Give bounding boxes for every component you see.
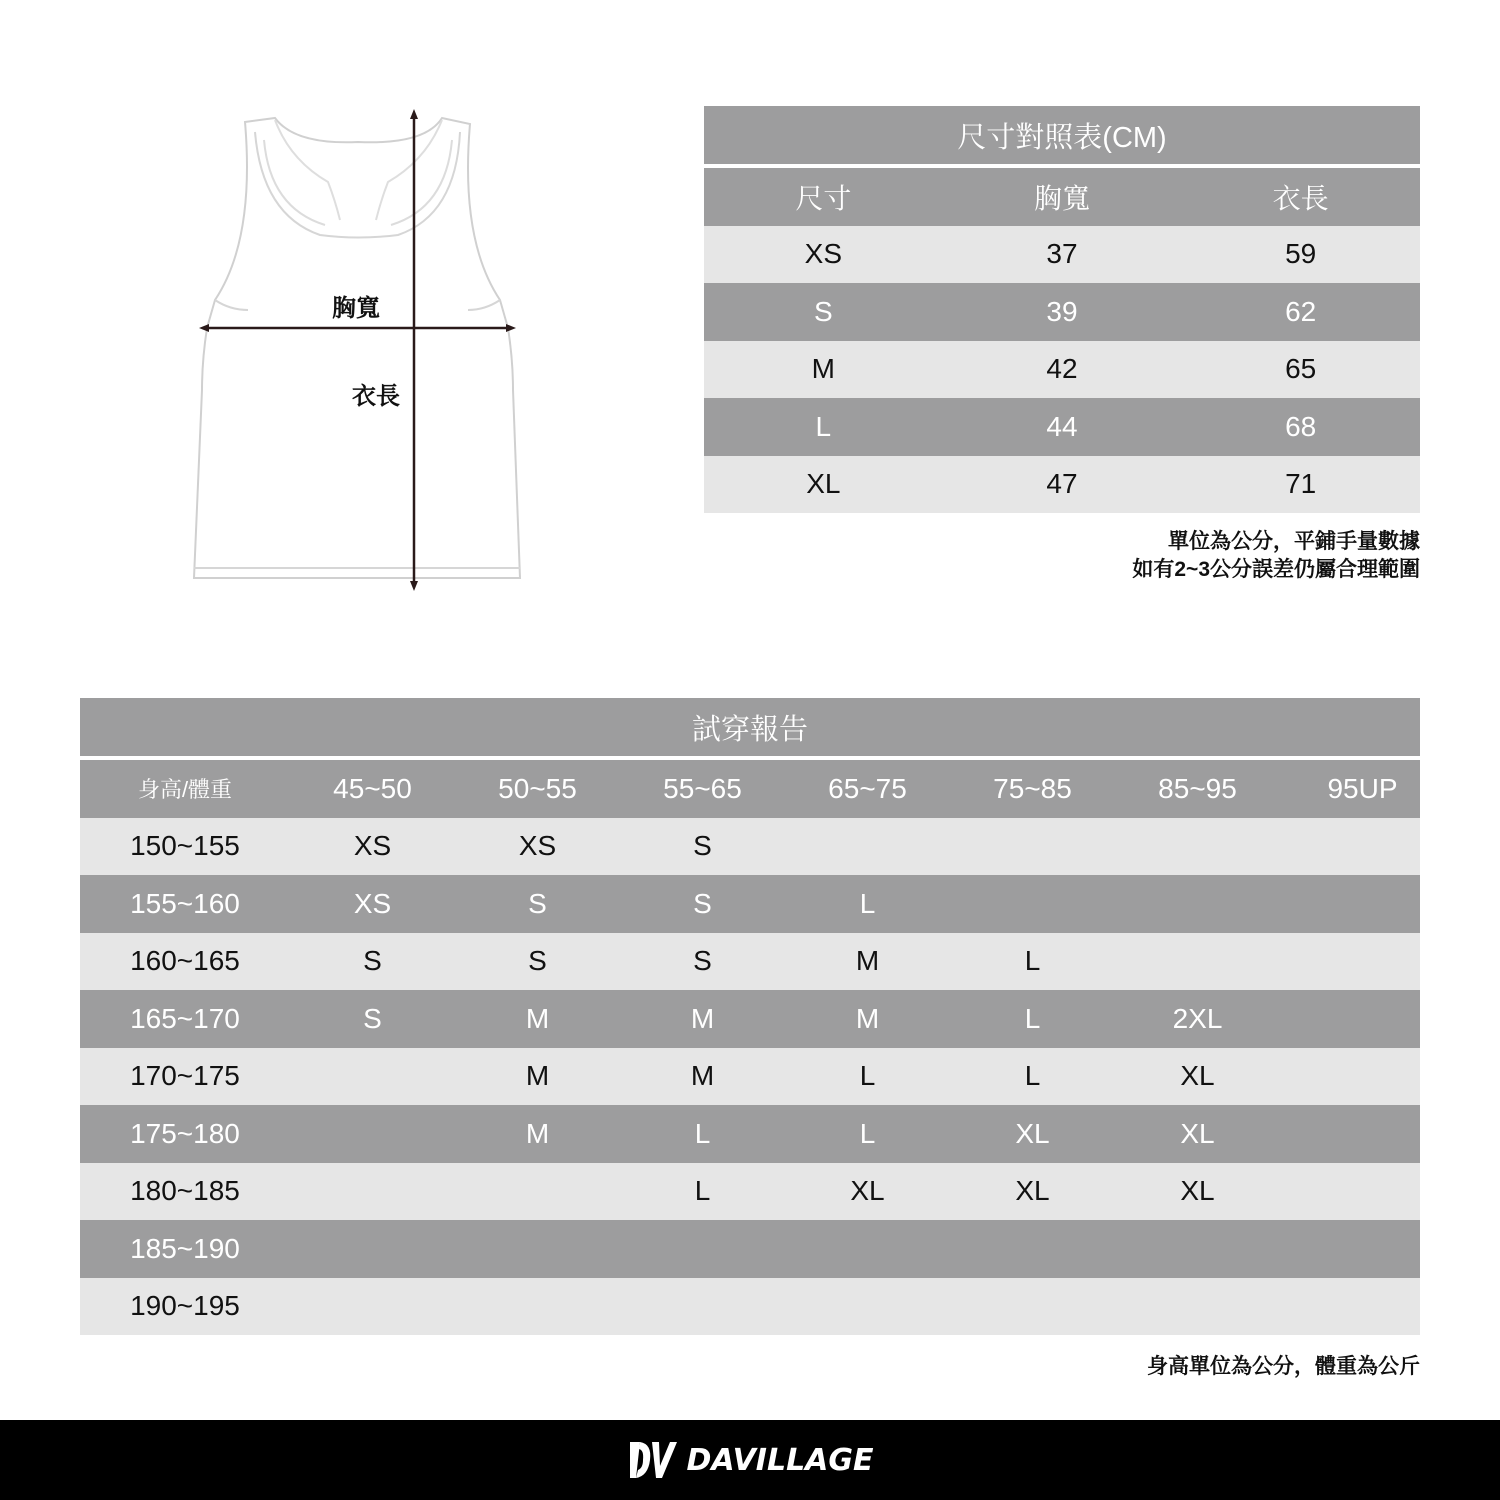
table-cell: XS bbox=[518, 830, 557, 862]
table-cell: L bbox=[859, 1060, 876, 1092]
table-cell: M bbox=[525, 1060, 550, 1092]
table-cell: S bbox=[528, 887, 547, 919]
table-cell: M bbox=[855, 1002, 880, 1034]
size-chart-body bbox=[704, 226, 1420, 514]
header-cell: 95UP bbox=[1327, 772, 1398, 804]
size-chart-row bbox=[704, 283, 1420, 341]
note-line: 如有2~3公分誤差仍屬合理範圍 bbox=[1132, 558, 1420, 581]
size-chart-note bbox=[1000, 528, 1420, 584]
table-cell: 165~170 bbox=[130, 1002, 240, 1034]
fit-report-row bbox=[80, 1105, 1420, 1163]
brand-footer bbox=[0, 1420, 1500, 1500]
table-cell: 47 bbox=[1046, 468, 1078, 500]
table-cell: 180~185 bbox=[130, 1175, 240, 1207]
table-cell: M bbox=[855, 945, 880, 977]
table-cell: 59 bbox=[1285, 238, 1317, 270]
table-cell: 185~190 bbox=[130, 1232, 240, 1264]
fit-report-row bbox=[80, 818, 1420, 876]
table-cell: 68 bbox=[1285, 410, 1317, 442]
table-cell: S bbox=[363, 945, 382, 977]
header-cell: 尺寸 bbox=[795, 182, 852, 214]
fit-report-row bbox=[80, 1048, 1420, 1106]
size-chart-row bbox=[704, 341, 1420, 399]
fit-report-note: 身高單位為公分，體重為公斤 bbox=[1147, 1355, 1420, 1378]
header-cell: 50~55 bbox=[498, 772, 577, 804]
table-cell: 37 bbox=[1046, 238, 1078, 270]
header-cell: 45~50 bbox=[333, 772, 412, 804]
table-cell: XL bbox=[850, 1175, 885, 1207]
table-cell: L bbox=[1024, 1002, 1041, 1034]
table-cell: XL bbox=[1180, 1175, 1215, 1207]
table-cell: 155~160 bbox=[130, 887, 240, 919]
table-cell: 190~195 bbox=[130, 1290, 240, 1322]
size-chart-title: 尺寸對照表(CM) bbox=[704, 106, 1420, 164]
table-cell: XL bbox=[1180, 1117, 1215, 1149]
table-cell: S bbox=[693, 887, 712, 919]
fit-report-body bbox=[80, 818, 1420, 1336]
fit-report-row bbox=[80, 1278, 1420, 1336]
table-cell: M bbox=[525, 1117, 550, 1149]
table-cell: L bbox=[859, 1117, 876, 1149]
fit-report-row bbox=[80, 990, 1420, 1048]
table-cell: 71 bbox=[1285, 468, 1317, 500]
table-cell: XL bbox=[1015, 1175, 1050, 1207]
header-cell: 65~75 bbox=[828, 772, 907, 804]
table-cell: 175~180 bbox=[130, 1117, 240, 1149]
table-cell: 39 bbox=[1046, 295, 1078, 327]
table-cell: XL bbox=[1015, 1117, 1050, 1149]
size-chart-header-row bbox=[704, 168, 1420, 226]
table-cell: M bbox=[690, 1002, 715, 1034]
table-cell: S bbox=[528, 945, 547, 977]
chest-width-label: 胸寬 bbox=[332, 295, 380, 322]
table-cell: XS bbox=[804, 238, 843, 270]
size-chart-row bbox=[704, 456, 1420, 514]
table-cell: 65 bbox=[1285, 353, 1317, 385]
body-length-label: 衣長 bbox=[352, 383, 400, 410]
table-cell: L bbox=[694, 1117, 711, 1149]
fit-report-table bbox=[80, 698, 1420, 1335]
header-cell: 75~85 bbox=[993, 772, 1072, 804]
table-cell: L bbox=[859, 887, 876, 919]
fit-report-row bbox=[80, 1163, 1420, 1221]
brand-name: DAVILLAGE bbox=[686, 1442, 874, 1478]
size-chart-row bbox=[704, 398, 1420, 456]
header-cell: 85~95 bbox=[1158, 772, 1237, 804]
fit-report-title: 試穿報告 bbox=[80, 698, 1420, 756]
table-cell: 62 bbox=[1285, 295, 1317, 327]
table-cell: 2XL bbox=[1172, 1002, 1223, 1034]
table-cell: M bbox=[690, 1060, 715, 1092]
table-cell: M bbox=[811, 353, 835, 385]
header-cell: 身高/體重 bbox=[137, 777, 233, 803]
header-cell: 胸寬 bbox=[1034, 182, 1091, 214]
table-cell: S bbox=[693, 830, 712, 862]
tank-top-outline bbox=[180, 100, 540, 600]
table-cell: XS bbox=[353, 887, 392, 919]
fit-report-header-row bbox=[80, 760, 1420, 818]
table-cell: S bbox=[693, 945, 712, 977]
table-cell: XL bbox=[1180, 1060, 1215, 1092]
table-cell: 160~165 bbox=[130, 945, 240, 977]
brand-logo-icon bbox=[626, 1438, 678, 1482]
table-cell: L bbox=[694, 1175, 711, 1207]
table-cell: S bbox=[363, 1002, 382, 1034]
note-line: 單位為公分，平鋪手量數據 bbox=[1168, 530, 1420, 553]
table-cell: S bbox=[813, 295, 833, 327]
fit-report-row bbox=[80, 933, 1420, 991]
size-chart-row bbox=[704, 226, 1420, 284]
size-chart-table bbox=[704, 106, 1420, 513]
table-cell: 170~175 bbox=[130, 1060, 240, 1092]
tank-top-diagram bbox=[180, 100, 540, 600]
table-cell: L bbox=[1024, 1060, 1041, 1092]
fit-report-row bbox=[80, 875, 1420, 933]
table-cell: XS bbox=[353, 830, 392, 862]
table-cell: L bbox=[815, 410, 832, 442]
fit-report-row bbox=[80, 1220, 1420, 1278]
header-cell: 55~65 bbox=[663, 772, 742, 804]
table-cell: 44 bbox=[1046, 410, 1078, 442]
table-cell: XL bbox=[806, 468, 841, 500]
header-cell: 衣長 bbox=[1272, 182, 1329, 214]
table-cell: L bbox=[1024, 945, 1041, 977]
table-cell: 42 bbox=[1046, 353, 1078, 385]
table-cell: M bbox=[525, 1002, 550, 1034]
table-cell: 150~155 bbox=[130, 830, 240, 862]
